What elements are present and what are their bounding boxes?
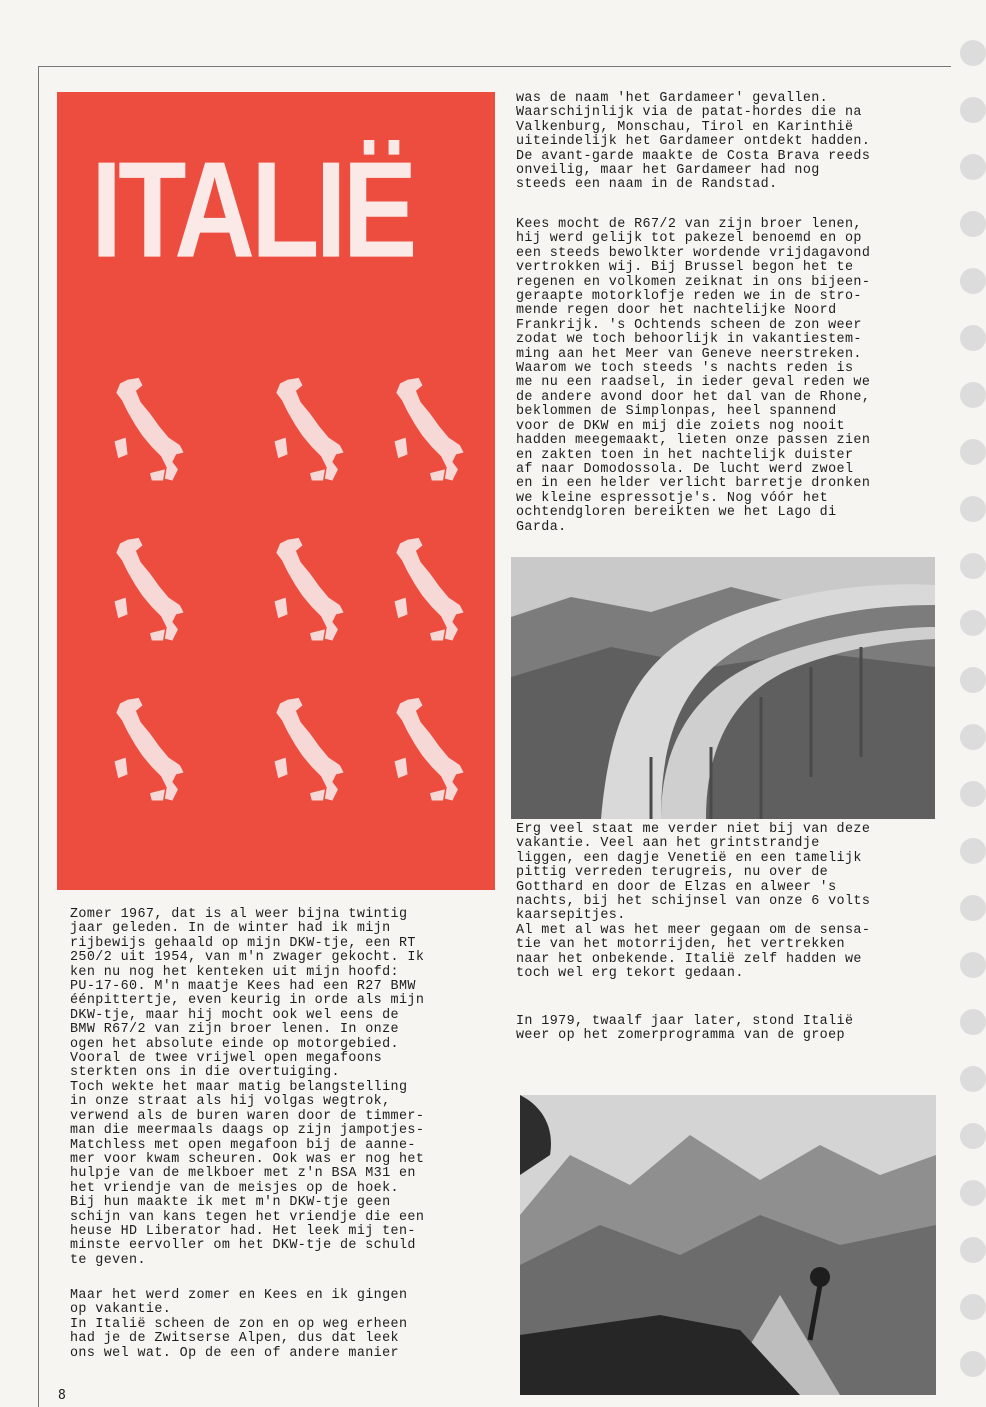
return-paragraph: In 1979, twaalf jaar later, stond Italië weer op het zomerprogramma van de groep: [516, 1014, 854, 1044]
binding-hole: [960, 1237, 986, 1263]
binding-hole: [960, 325, 986, 351]
binding-hole: [960, 154, 986, 180]
binding-hole: [960, 553, 986, 579]
binding-hole: [960, 952, 986, 978]
italy-map-icon: [267, 532, 351, 652]
binding-hole: [960, 382, 986, 408]
binding-hole: [960, 1123, 986, 1149]
highway-viaduct-image: [511, 557, 935, 819]
italy-map-icon: [387, 372, 471, 492]
italy-map-icon: [107, 372, 191, 492]
binding-hole: [960, 496, 986, 522]
binding-hole: [960, 1180, 986, 1206]
binding-hole: [960, 1066, 986, 1092]
binding-hole: [960, 1009, 986, 1035]
page-number: 8: [58, 1388, 66, 1403]
italy-map-icon: [387, 692, 471, 812]
highway-viaduct-photo: [511, 557, 935, 819]
alps-motorcycle-photo: [520, 1095, 936, 1395]
journey-paragraph: Kees mocht de R67/2 van zijn broer lenen, hij werd gelijk tot pakezel benoemd en op een steeds bewolkter wordende vrijdagavond vertrokken wij. Bij Brussel begon het te regenen en volkomen zeiknat in ons bijeen- geraapte motorklofje reden we in de stro- mende regen door het nachtelijke Noord Frankrijk. 's Ochtends scheen de zon weer zodat we toch behoorlijk in vakantiestem- ming aan het Meer van Geneve neerstreken. Waarom we toch steeds 's nachts reden is me nu een raadsel, in ieder geval reden we de andere avond door het dal van de Rhone, beklommen de Simplonpas, heel spannend voor de DKW en mij die zoiets nog nooit hadden meegemaakt, lieten onze passen zien en zakten toen in het nachtelijk duister af naar Domodossola. De lucht werd zwoel en in een helder verlicht barretje dronken we kleine espressotje's. Nog vóór het ochtendgloren bereikten we het Lago di Garda.: [516, 217, 871, 535]
alps-motorcycle-image: [520, 1095, 936, 1395]
italy-map-icon: [107, 532, 191, 652]
italie-banner: [57, 92, 495, 890]
binding-holes: [960, 40, 986, 1402]
binding-hole: [960, 667, 986, 693]
banner-title: ITALIË: [91, 133, 414, 286]
intro-paragraph: Zomer 1967, dat is al weer bijna twintig jaar geleden. In de winter had ik mijn rijbewijs gehaald op mijn DKW-tje, een RT 250/2 uit 1954, van m'n zwager gekocht. Ik ken nu nog het kenteken uit mijn hoofd: PU-17-60. M'n maatje Kees had een R27 BMW éénpittertje, even keurig in orde als mijn DKW-tje, maar hij mocht ook wel eens de BMW R67/2 van zijn broer lenen. In onze ogen het absolute einde op motorgebied. Vooral de twee vrijwel open megafoons sterkten ons in die overtuiging. Toch wekte het maar matig belangstelling in onze straat als hij volgas wegtrok, verwend als de buren waren door de timmer- man die meermaals daags op zijn jampotjes- Matchless met open megafoon bij de aanne- mer voor kwam scheuren. Ook was er nog het hulpje van de melkboer met z'n BSA M31 en het vriendje van de meisjes op de hoek. Bij hun maakte ik met m'n DKW-tje geen schijn van kans tegen het vriendje die een heuse HD Liberator had. Het leek mij ten- minste eervoller om het DKW-tje de schuld te geven.: [70, 907, 425, 1268]
binding-hole: [960, 211, 986, 237]
binding-hole: [960, 781, 986, 807]
italy-map-grid: [57, 352, 495, 890]
italy-map-icon: [267, 372, 351, 492]
italy-map-icon: [267, 692, 351, 812]
binding-hole: [960, 838, 986, 864]
vacation-paragraph: Maar het werd zomer en Kees en ik gingen op vakantie. In Italië scheen de zon en op weg erheen had je de Zwitserse Alpen, dus dat leek ons wel wat. Op de een of andere manier: [70, 1288, 408, 1361]
continuation-paragraph: was de naam 'het Gardameer' gevallen. Waarschijnlijk via de patat-hordes die na Valkenburg, Monschau, Tirol en Karinthië uiteindelijk het Gardameer ontdekt hadden. De avant-garde maakte de Costa Brava reeds onveilig, maar het Gardameer had nog steeds een naam in de Randstad.: [516, 91, 871, 193]
binding-hole: [960, 610, 986, 636]
binding-hole: [960, 40, 986, 66]
binding-hole: [960, 97, 986, 123]
binding-hole: [960, 724, 986, 750]
binding-hole: [960, 268, 986, 294]
binding-hole: [960, 895, 986, 921]
italy-map-icon: [387, 532, 471, 652]
binding-hole: [960, 1351, 986, 1377]
binding-hole: [960, 439, 986, 465]
binding-hole: [960, 1294, 986, 1320]
italy-map-icon: [107, 692, 191, 812]
after-photo-paragraph: Erg veel staat me verder niet bij van deze vakantie. Veel aan het grintstrandje liggen, een dagje Venetië en een tamelijk pittig verreden terugreis, nu over de Gotthard en door de Elzas en alweer 's nachts, bij het schijnsel van onze 6 volts kaarsepitjes. Al met al was het meer gegaan om de sensa- tie van het motorrijden, het vertrekken naar het onbekende. Italië zelf hadden we toch wel erg tekort gedaan.: [516, 822, 871, 982]
